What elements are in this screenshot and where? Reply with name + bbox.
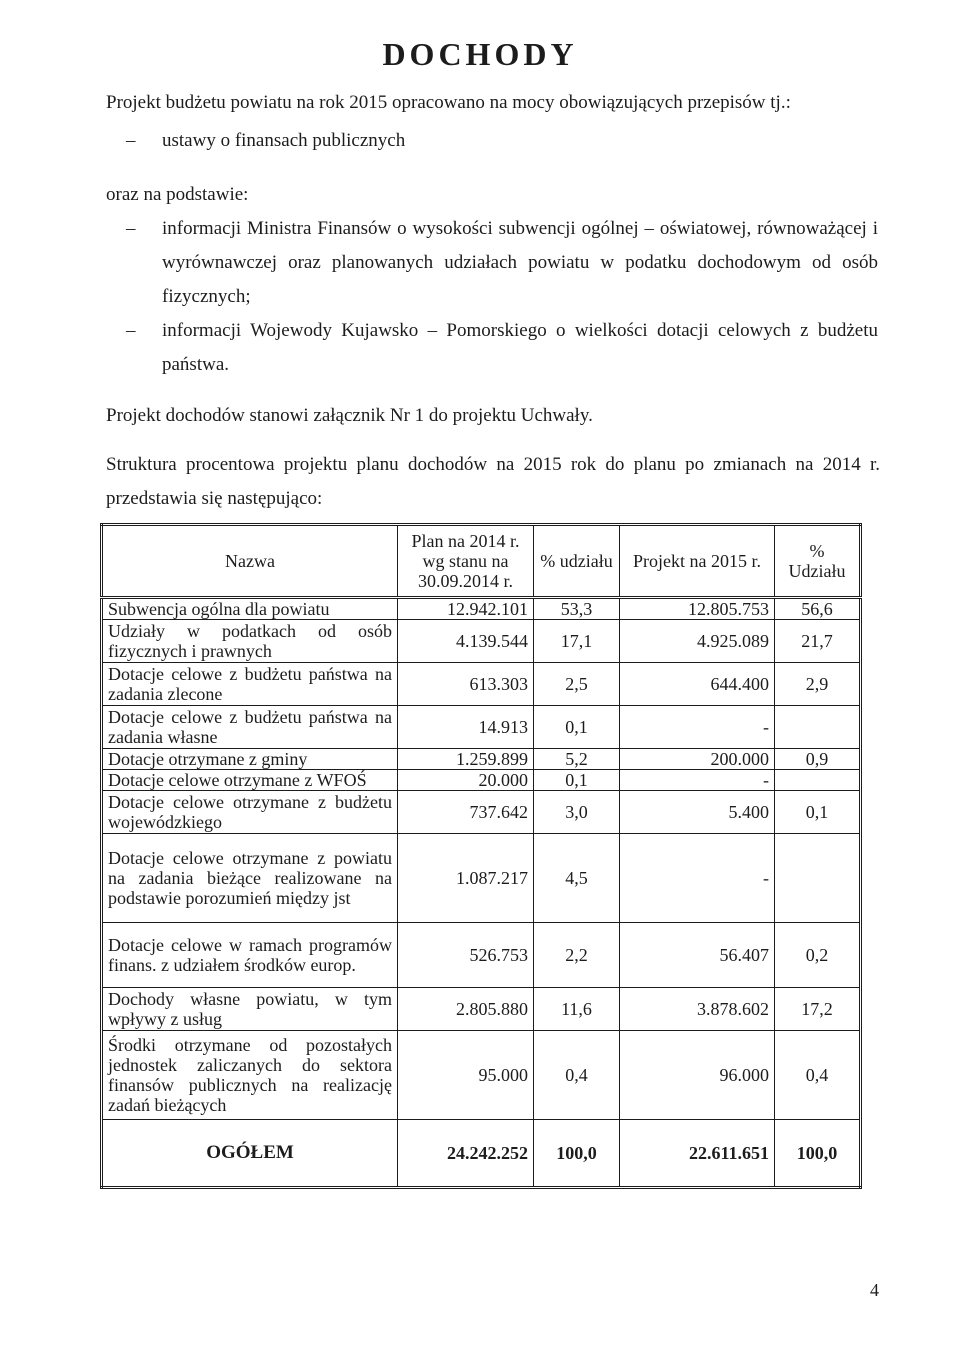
header-project-2015: Projekt na 2015 r. (620, 525, 775, 598)
share-2015-cell: 0,2 (775, 923, 861, 988)
attachment-note: Projekt dochodów stanowi załącznik Nr 1 do projektu Uchwały. (106, 405, 593, 426)
share-2014-cell: 17,1 (534, 620, 620, 663)
page-number: 4 (870, 1280, 879, 1300)
bullet-dash: – (126, 130, 136, 151)
table-row (102, 749, 861, 770)
share-2015-cell: 21,7 (775, 620, 861, 663)
header-plan-2014: Plan na 2014 r. wg stanu na 30.09.2014 r. (398, 525, 534, 598)
table-row (102, 770, 861, 791)
row-name-cell: Dochody własne powiatu, w tym wpływy z usług (102, 988, 398, 1031)
total-share-2015-cell: 100,0 (775, 1120, 861, 1188)
share-2014-cell: 3,0 (534, 791, 620, 834)
share-2014-cell: 11,6 (534, 988, 620, 1031)
share-2015-cell: 2,9 (775, 663, 861, 706)
table-row (102, 620, 861, 663)
row-name-cell: Subwencja ogólna dla powiatu (102, 598, 398, 620)
share-2014-cell: 0,4 (534, 1031, 620, 1120)
share-2014-cell: 2,2 (534, 923, 620, 988)
share-2015-cell: 17,2 (775, 988, 861, 1031)
share-2014-cell: 0,1 (534, 770, 620, 791)
basis-item: informacji Wojewody Kujawsko – Pomorskiego o wielkości dotacji celowych z budżetu państwa. (162, 320, 878, 375)
share-2015-cell: 56,6 (775, 598, 861, 620)
share-2014-cell: 4,5 (534, 834, 620, 923)
project-2015-cell: 200.000 (620, 749, 775, 770)
plan-2014-cell: 20.000 (398, 770, 534, 791)
row-name-cell: Dotacje celowe otrzymane z WFOŚ (102, 770, 398, 791)
table-total-row (102, 1120, 861, 1188)
share-2014-cell: 2,5 (534, 663, 620, 706)
share-2015-cell: 0,1 (775, 791, 861, 834)
header-share-2014: % udziału (534, 525, 620, 598)
table-row (102, 1031, 861, 1120)
total-row-name-cell: OGÓŁEM (102, 1120, 398, 1188)
plan-2014-cell: 613.303 (398, 663, 534, 706)
row-name-cell: Udziały w podatkach od osób fizycznych i prawnych (102, 620, 398, 663)
total-project-2015-cell: 22.611.651 (620, 1120, 775, 1188)
share-2014-cell: 5,2 (534, 749, 620, 770)
row-name-cell: Dotacje celowe z budżetu państwa na zadania zlecone (102, 663, 398, 706)
plan-2014-cell: 14.913 (398, 706, 534, 749)
page-title: DOCHODY (382, 36, 578, 72)
plan-2014-cell: 1.259.899 (398, 749, 534, 770)
income-table (100, 523, 862, 1189)
row-name-cell: Dotacje otrzymane z gminy (102, 749, 398, 770)
row-name-cell: Dotacje celowe w ramach programów finans. z udziałem środków europ. (102, 923, 398, 988)
share-2014-cell: 53,3 (534, 598, 620, 620)
project-2015-cell: - (620, 770, 775, 791)
project-2015-cell: 644.400 (620, 663, 775, 706)
share-2014-cell: 0,1 (534, 706, 620, 749)
project-2015-cell: 5.400 (620, 791, 775, 834)
row-name-cell: Dotacje celowe otrzymane z powiatu na zadania bieżące realizowane na podstawie porozumień między jst (102, 834, 398, 923)
project-2015-cell: 56.407 (620, 923, 775, 988)
structure-note: Struktura procentowa projektu planu dochodów na 2015 rok do planu po zmianach na 2014 r. przedstawia się następująco: (106, 454, 880, 509)
row-name-cell: Dotacje celowe z budżetu państwa na zadania własne (102, 706, 398, 749)
row-name-cell: Dotacje celowe otrzymane z budżetu wojewódzkiego (102, 791, 398, 834)
basis-label: oraz na podstawie: (106, 184, 249, 205)
table-row (102, 923, 861, 988)
intro-item: ustawy o finansach publicznych (162, 130, 406, 151)
project-2015-cell: 12.805.753 (620, 598, 775, 620)
project-2015-cell: - (620, 706, 775, 749)
table-row (102, 663, 861, 706)
row-name-cell: Środki otrzymane od pozostałych jednostek zaliczanych do sektora finansów publicznych na realizację zadań bieżących (102, 1031, 398, 1120)
plan-2014-cell: 2.805.880 (398, 988, 534, 1031)
project-2015-cell: 3.878.602 (620, 988, 775, 1031)
plan-2014-cell: 4.139.544 (398, 620, 534, 663)
plan-2014-cell: 1.087.217 (398, 834, 534, 923)
table-header-row (102, 525, 861, 598)
table-row (102, 834, 861, 923)
table-row (102, 598, 861, 620)
project-2015-cell: 4.925.089 (620, 620, 775, 663)
table-row (102, 988, 861, 1031)
share-2015-cell (775, 770, 861, 791)
share-2015-cell (775, 834, 861, 923)
share-2015-cell (775, 706, 861, 749)
bullet-dash: – (126, 320, 136, 341)
total-share-2014-cell: 100,0 (534, 1120, 620, 1188)
project-2015-cell: - (620, 834, 775, 923)
table-row (102, 706, 861, 749)
share-2015-cell: 0,9 (775, 749, 861, 770)
plan-2014-cell: 95.000 (398, 1031, 534, 1120)
intro-text: Projekt budżetu powiatu na rok 2015 opracowano na mocy obowiązujących przepisów tj.: (106, 92, 791, 113)
project-2015-cell: 96.000 (620, 1031, 775, 1120)
table-row (102, 791, 861, 834)
plan-2014-cell: 12.942.101 (398, 598, 534, 620)
header-share-2015: % Udziału (775, 525, 861, 598)
plan-2014-cell: 526.753 (398, 923, 534, 988)
plan-2014-cell: 737.642 (398, 791, 534, 834)
share-2015-cell: 0,4 (775, 1031, 861, 1120)
header-name: Nazwa (102, 525, 398, 598)
basis-item: informacji Ministra Finansów o wysokości subwencji ogólnej – oświatowej, równoważącej i wyrównawczej oraz planowanych udziałach powiatu w podatku dochodowym od osób fizycznych; (162, 218, 878, 307)
total-plan-2014-cell: 24.242.252 (398, 1120, 534, 1188)
bullet-dash: – (126, 218, 136, 239)
